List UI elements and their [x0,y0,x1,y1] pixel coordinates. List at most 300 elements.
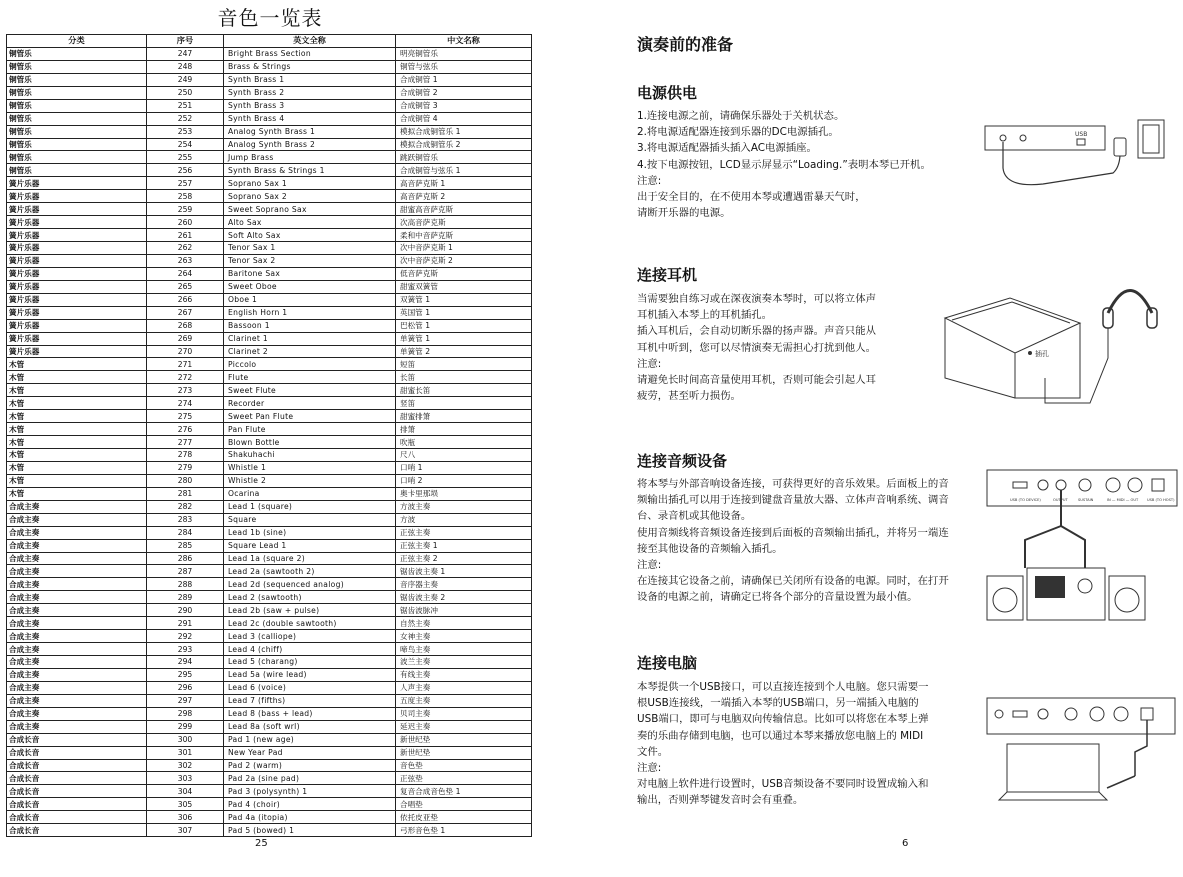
chinese-name-cell: 弓形音色垫 1 [396,824,532,837]
text-line: 注意: [637,559,662,572]
chinese-name-cell: 锯齿波主奏 1 [396,565,532,578]
number-cell: 258 [147,190,224,203]
english-name-cell: Lead 2d (sequenced analog) [224,578,396,591]
number-cell: 297 [147,694,224,707]
category-cell: 合成主奏 [7,630,147,643]
text-line: 奏的乐曲存储到电脑，也可以通过本琴来播放您电脑上的 MIDI [637,729,924,742]
table-row [7,798,532,811]
text-line: 插入耳机后，会自动切断乐器的扬声器。声音只能从 [637,325,876,338]
category-cell: 合成主奏 [7,526,147,539]
number-cell: 249 [147,73,224,86]
table-row [7,668,532,681]
english-name-cell: Lead 7 (fifths) [224,694,396,707]
chinese-name-cell: 甜蜜高音萨克斯 [396,203,532,216]
category-cell: 簧片乐器 [7,229,147,242]
chinese-name-cell: 次中音萨克斯 2 [396,254,532,267]
number-cell: 279 [147,461,224,474]
english-name-cell: Soprano Sax 2 [224,190,396,203]
chinese-name-cell: 单簧管 2 [396,345,532,358]
number-cell: 250 [147,86,224,99]
chinese-name-cell: 合成铜管 3 [396,99,532,112]
chinese-name-cell: 竖笛 [396,397,532,410]
chinese-name-cell: 自然主奏 [396,617,532,630]
table-row [7,60,532,73]
category-cell: 合成主奏 [7,681,147,694]
usb-port-icon [1077,139,1085,145]
chinese-name-cell: 复音合成音色垫 1 [396,785,532,798]
category-cell: 簧片乐器 [7,203,147,216]
english-name-cell: Sweet Flute [224,384,396,397]
number-cell: 248 [147,60,224,73]
number-cell: 290 [147,604,224,617]
category-cell: 簧片乐器 [7,190,147,203]
table-row [7,578,532,591]
chinese-name-cell: 音序器主奏 [396,578,532,591]
text-line: 疲劳，甚至听力损伤。 [637,390,741,403]
chinese-name-cell: 波兰主奏 [396,656,532,669]
table-row [7,151,532,164]
number-cell: 269 [147,332,224,345]
english-name-cell: Flute [224,371,396,384]
number-cell: 271 [147,358,224,371]
number-cell: 270 [147,345,224,358]
column-header-english-name: 英文全称 [224,35,396,48]
english-name-cell: Ocarina [224,487,396,500]
number-cell: 286 [147,552,224,565]
table-title: 音色一览表 [217,6,323,30]
text-line: 2.将电源适配器连接到乐器的DC电源插孔。 [637,126,839,139]
number-cell: 302 [147,759,224,772]
number-cell: 280 [147,474,224,487]
chinese-name-cell: 双簧管 1 [396,293,532,306]
category-cell: 铜管乐 [7,125,147,138]
column-header-number: 序号 [147,35,224,48]
english-name-cell: Sweet Pan Flute [224,410,396,423]
table-row [7,617,532,630]
category-cell: 铜管乐 [7,164,147,177]
category-cell: 合成主奏 [7,656,147,669]
english-name-cell: Lead 2a (sawtooth 2) [224,565,396,578]
power-cable [1003,142,1120,185]
dc-jack-icon [1000,135,1006,141]
table-row [7,410,532,423]
english-name-cell: Oboe 1 [224,293,396,306]
category-cell: 合成主奏 [7,643,147,656]
english-name-cell: Tenor Sax 2 [224,254,396,267]
category-cell: 合成长音 [7,759,147,772]
english-name-cell: Lead 4 (chiff) [224,643,396,656]
number-cell: 284 [147,526,224,539]
chinese-name-cell: 啼鸟主奏 [396,643,532,656]
english-name-cell: Analog Synth Brass 1 [224,125,396,138]
english-name-cell: New Year Pad [224,746,396,759]
keyboard-body [945,298,1080,353]
english-name-cell: Square [224,513,396,526]
category-cell: 合成长音 [7,785,147,798]
english-name-cell: Lead 2b (saw + pulse) [224,604,396,617]
chinese-name-cell: 新世纪垫 [396,746,532,759]
text-line: 耳机中听到，您可以尽情演奏无需担心打扰到他人。 [637,341,876,354]
english-name-cell: Pad 4a (itopia) [224,811,396,824]
number-cell: 272 [147,371,224,384]
english-name-cell: Sweet Soprano Sax [224,203,396,216]
table-row [7,824,532,837]
number-cell: 247 [147,47,224,60]
category-cell: 铜管乐 [7,151,147,164]
number-cell: 294 [147,656,224,669]
category-cell: 簧片乐器 [7,177,147,190]
table-row [7,229,532,242]
english-name-cell: Sweet Oboe [224,280,396,293]
category-cell: 木管 [7,474,147,487]
svg-text:USB (TO DEVICE): USB (TO DEVICE) [1010,498,1041,502]
text-line: 使用音频线将音频设备连接到后面板的音频输出插孔，并将另一端连 [637,526,949,539]
chinese-name-cell: 正弦主奏 2 [396,552,532,565]
section-heading-audio: 连接音频设备 [637,452,728,470]
number-cell: 289 [147,591,224,604]
number-cell: 267 [147,306,224,319]
table-row [7,384,532,397]
number-cell: 298 [147,707,224,720]
text-line: 台、录音机或其他设备。 [637,510,752,523]
number-cell: 260 [147,216,224,229]
english-name-cell: Blown Bottle [224,436,396,449]
number-cell: 266 [147,293,224,306]
chinese-name-cell: 明亮铜管乐 [396,47,532,60]
number-cell: 303 [147,772,224,785]
chinese-name-cell: 甜蜜长笛 [396,384,532,397]
chinese-name-cell: 尺八 [396,449,532,462]
english-name-cell: Analog Synth Brass 2 [224,138,396,151]
chinese-name-cell: 合成铜管与弦乐 1 [396,164,532,177]
table-row [7,47,532,60]
table-row [7,461,532,474]
number-cell: 306 [147,811,224,824]
table-row [7,449,532,462]
category-cell: 木管 [7,487,147,500]
category-cell: 木管 [7,397,147,410]
table-row [7,565,532,578]
english-name-cell: Bassoon 1 [224,319,396,332]
chinese-name-cell: 模拟合成铜管乐 1 [396,125,532,138]
text-line: 请避免长时间高音量使用耳机，否则可能会引起人耳 [637,374,876,387]
english-name-cell: Lead 3 (calliope) [224,630,396,643]
chinese-name-cell: 依托皮亚垫 [396,811,532,824]
english-name-cell: Pad 2 (warm) [224,759,396,772]
page-title: 演奏前的准备 [637,35,734,54]
table-row [7,785,532,798]
category-cell: 木管 [7,358,147,371]
table-row [7,733,532,746]
category-cell: 铜管乐 [7,138,147,151]
number-cell: 253 [147,125,224,138]
category-cell: 簧片乐器 [7,319,147,332]
number-cell: 252 [147,112,224,125]
category-cell: 合成主奏 [7,513,147,526]
english-name-cell: Bright Brass Section [224,47,396,60]
chinese-name-cell: 合唱垫 [396,798,532,811]
category-cell: 铜管乐 [7,112,147,125]
number-cell: 281 [147,487,224,500]
category-cell: 铜管乐 [7,73,147,86]
category-cell: 合成长音 [7,811,147,824]
category-cell: 合成长音 [7,746,147,759]
number-cell: 278 [147,449,224,462]
table-row [7,694,532,707]
table-row [7,86,532,99]
category-cell: 木管 [7,371,147,384]
usb-label: USB [1075,131,1088,138]
english-name-cell: Piccolo [224,358,396,371]
text-line: 本琴提供一个USB接口，可以直接连接到个人电脑。您只需要一 [637,681,929,693]
chinese-name-cell: 五度主奏 [396,694,532,707]
chinese-name-cell: 跳跃铜管乐 [396,151,532,164]
midi-in-icon [1090,707,1104,721]
category-cell: 合成主奏 [7,617,147,630]
category-cell: 木管 [7,461,147,474]
usb-host-port-icon [1152,479,1164,491]
english-name-cell: Pad 3 (polysynth) 1 [224,785,396,798]
section-body-computer [637,679,928,809]
computer-illustration [985,696,1180,804]
english-name-cell: Clarinet 1 [224,332,396,345]
table-row [7,591,532,604]
chinese-name-cell: 甜蜜排箫 [396,410,532,423]
speaker-left-icon [987,576,1023,620]
number-cell: 257 [147,177,224,190]
english-name-cell: Lead 5a (wire lead) [224,668,396,681]
category-cell: 簧片乐器 [7,280,147,293]
text-line: 对电脑上软件进行设置时，USB音频设备不要同时设置成输入和 [637,778,929,791]
table-row [7,526,532,539]
table-row [7,216,532,229]
table-row [7,811,532,824]
text-line: 设备的电源之前，请确定已将各个部分的音量设置为最小值。 [637,591,918,604]
chinese-name-cell: 正弦垫 [396,772,532,785]
midi-in-icon [1106,478,1120,492]
chinese-name-cell: 方波主奏 [396,500,532,513]
svg-text:IN — MIDI — OUT: IN — MIDI — OUT [1107,498,1139,502]
number-cell: 274 [147,397,224,410]
number-cell: 299 [147,720,224,733]
number-cell: 256 [147,164,224,177]
number-cell: 262 [147,242,224,255]
chinese-name-cell: 人声主奏 [396,681,532,694]
table-row [7,720,532,733]
english-name-cell: Tenor Sax 1 [224,242,396,255]
text-line: 4.按下电源按钮，LCD显示屏显示“Loading.”表明本琴已开机。 [637,158,931,171]
chinese-name-cell: 合成铜管 2 [396,86,532,99]
chinese-name-cell: 低音萨克斯 [396,267,532,280]
power-adapter-icon [1114,138,1126,156]
chinese-name-cell: 正弦主奏 1 [396,539,532,552]
chinese-name-cell: 奥卡里那埙 [396,487,532,500]
speaker-right-icon [1109,576,1145,620]
chinese-name-cell: 长笛 [396,371,532,384]
chinese-name-cell: 锯齿波脉冲 [396,604,532,617]
english-name-cell: Synth Brass & Strings 1 [224,164,396,177]
number-cell: 259 [147,203,224,216]
text-line: 出于安全目的，在不使用本琴或遭遇雷暴天气时， [637,191,866,204]
chinese-name-cell: 合成铜管 1 [396,73,532,86]
english-name-cell: Lead 1a (square 2) [224,552,396,565]
number-cell: 254 [147,138,224,151]
table-row [7,267,532,280]
sustain-jack-icon [1079,479,1091,491]
number-cell: 273 [147,384,224,397]
english-name-cell: Whistle 1 [224,461,396,474]
table-row [7,759,532,772]
chinese-name-cell: 口哨 1 [396,461,532,474]
chinese-name-cell: 贝司主奏 [396,707,532,720]
number-cell: 287 [147,565,224,578]
table-row [7,539,532,552]
english-name-cell: Lead 1 (square) [224,500,396,513]
chinese-name-cell: 排箫 [396,423,532,436]
text-line: 将本琴与外部音响设备连接，可获得更好的音乐效果。后面板上的音 [637,478,949,490]
category-cell: 合成主奏 [7,578,147,591]
table-row [7,125,532,138]
table-header-row [7,35,532,48]
category-cell: 簧片乐器 [7,267,147,280]
category-cell: 木管 [7,410,147,423]
table-row [7,423,532,436]
output-jack-icon [1020,135,1026,141]
table-row [7,177,532,190]
category-cell: 合成长音 [7,824,147,837]
chinese-name-cell: 口哨 2 [396,474,532,487]
table-row [7,397,532,410]
chinese-name-cell: 单簧管 1 [396,332,532,345]
midi-out-icon [1128,478,1142,492]
laptop-icon [1007,744,1099,792]
section-body-audio [637,476,949,606]
number-cell: 296 [147,681,224,694]
english-name-cell: Square Lead 1 [224,539,396,552]
chinese-name-cell: 英国管 1 [396,306,532,319]
headphone-cable [1045,328,1108,403]
table-row [7,254,532,267]
text-line: 注意: [637,357,662,370]
number-cell: 285 [147,539,224,552]
english-name-cell: Pad 5 (bowed) 1 [224,824,396,837]
category-cell: 合成长音 [7,798,147,811]
section-body-power [637,108,931,221]
number-cell: 261 [147,229,224,242]
text-line: 根USB连接线，一端插入本琴的USB端口，另一端插入电脑的 [637,697,919,710]
english-name-cell: Synth Brass 4 [224,112,396,125]
table-row [7,436,532,449]
english-name-cell: Soprano Sax 1 [224,177,396,190]
chinese-name-cell: 合成铜管 4 [396,112,532,125]
jack-label: 插孔 [1035,350,1049,358]
english-name-cell: Alto Sax [224,216,396,229]
svg-text:OUTPUT: OUTPUT [1053,498,1068,502]
category-cell: 合成长音 [7,772,147,785]
english-name-cell: Clarinet 2 [224,345,396,358]
text-line: 频输出插孔可以用于连接到键盘音量放大器、立体声音响系统、调音 [637,494,949,507]
english-name-cell: Lead 5 (charang) [224,656,396,669]
category-cell: 合成主奏 [7,604,147,617]
english-name-cell: Recorder [224,397,396,410]
text-line: 文件。 [637,745,669,758]
category-cell: 铜管乐 [7,47,147,60]
table-row [7,345,532,358]
table-row [7,630,532,643]
chinese-name-cell: 柔和中音萨克斯 [396,229,532,242]
table-row [7,358,532,371]
column-header-chinese-name: 中文名称 [396,35,532,48]
table-row [7,319,532,332]
table-row [7,306,532,319]
category-cell: 合成主奏 [7,720,147,733]
headphones-icon [1108,291,1152,314]
number-cell: 291 [147,617,224,630]
category-cell: 铜管乐 [7,86,147,99]
english-name-cell: Lead 8a (soft wrl) [224,720,396,733]
text-line: 输出，否则弹琴键发音时会有重叠。 [637,794,804,807]
category-cell: 铜管乐 [7,60,147,73]
section-heading-power: 电源供电 [637,84,698,102]
text-line: USB端口，即可与电脑双向传输信息。比如可以将您在本琴上弹 [637,713,929,726]
english-name-cell: Jump Brass [224,151,396,164]
chinese-name-cell: 甜蜜双簧管 [396,280,532,293]
section-heading-computer: 连接电脑 [637,654,698,672]
english-name-cell: Soft Alto Sax [224,229,396,242]
text-line: 当需要独自练习或在深夜演奏本琴时，可以将立体声 [637,293,876,305]
table-row [7,332,532,345]
number-cell: 301 [147,746,224,759]
usb-device-port-icon [1013,711,1027,717]
table-row [7,190,532,203]
category-cell: 合成主奏 [7,694,147,707]
number-cell: 288 [147,578,224,591]
english-name-cell: Synth Brass 3 [224,99,396,112]
chinese-name-cell: 正弦主奏 [396,526,532,539]
output-jack-icon [1056,480,1066,490]
svg-text:USB (TO HOST): USB (TO HOST) [1147,498,1175,502]
text-line: 注意: [637,174,662,187]
page-number-right: 6 [902,838,909,849]
text-line: 3.将电源适配器插头插入AC电源插座。 [637,142,817,155]
english-name-cell: Whistle 2 [224,474,396,487]
table-row [7,500,532,513]
text-line: 接至其他设备的音频输入插孔。 [637,542,783,555]
table-row [7,772,532,785]
number-cell: 255 [147,151,224,164]
chinese-name-cell: 延迟主奏 [396,720,532,733]
chinese-name-cell: 次高音萨克斯 [396,216,532,229]
category-cell: 簧片乐器 [7,254,147,267]
number-cell: 300 [147,733,224,746]
category-cell: 木管 [7,449,147,462]
english-name-cell: Synth Brass 2 [224,86,396,99]
number-cell: 292 [147,630,224,643]
table-row [7,112,532,125]
chinese-name-cell: 模拟合成铜管乐 2 [396,138,532,151]
table-row [7,513,532,526]
category-cell: 簧片乐器 [7,306,147,319]
english-name-cell: Lead 8 (bass + lead) [224,707,396,720]
chinese-name-cell: 高音萨克斯 1 [396,177,532,190]
text-line: 耳机插入本琴上的耳机插孔。 [637,309,773,322]
text-line: 注意: [637,762,662,775]
english-name-cell: Pad 2a (sine pad) [224,772,396,785]
english-name-cell: Lead 6 (voice) [224,681,396,694]
english-name-cell: Pad 4 (choir) [224,798,396,811]
number-cell: 264 [147,267,224,280]
table-row [7,474,532,487]
